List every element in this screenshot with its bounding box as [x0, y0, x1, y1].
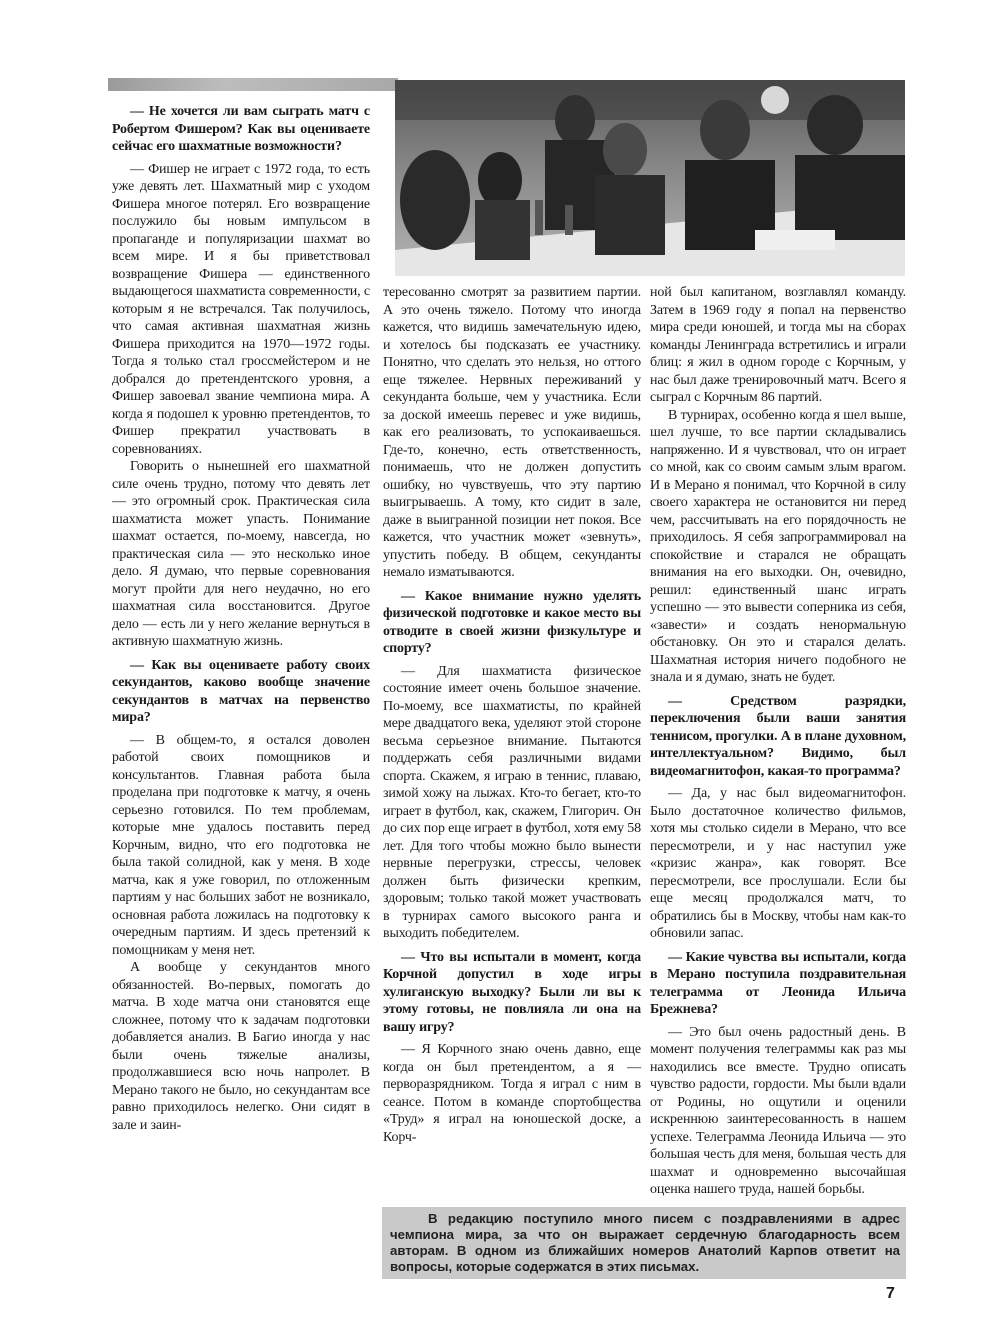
- interview-question: — Как вы оцениваете работу своих секундантов, каково вообще значение секундантов в матчах на первенство мира?: [112, 657, 370, 725]
- interview-question: — Какое внимание нужно уделять физической подготовке и какое место вы отводите в своей жизни физкультуре и спорту?: [383, 588, 641, 656]
- interview-answer: — Да, у нас был видеомагнитофон. Было достаточное количество фильмов, хотя мы столько сидели в Мерано, что все пересмотрели, и у нас наступил уже «кризис жанра», как говорят. Все пересмотрели, все прослушали. Если бы еще месяц продолжался матч, то обратились бы в Москву, чтобы нам как-то обновили запас.: [650, 786, 906, 941]
- interview-question: — Какие чувства вы испытали, когда в Мерано поступила поздравительная телеграмма от Леонида Ильича Брежнева?: [650, 949, 906, 1017]
- interview-question: — Средством разрядки, переключения были ваши занятия теннисом, прогулки. А в плане духовном, интеллектуальном? Видимо, был видеомагнитофон, какая-то программа?: [650, 693, 906, 779]
- interview-answer: — Я Корчного знаю очень давно, еще когда он был претендентом, а я — перворазрядником. Тогда я играл с ним в сеансе. Потом в команде спортобщества «Труд» я играл на юношеской доске, а Корч-: [383, 1042, 641, 1145]
- interview-answer: — Фишер не играет с 1972 года, то есть уже девять лет. Шахматный мир с уходом Фишера многое потерял. Его возвращение послужило бы новым импульсом в пропаганде и популяризации шахмат во всем мире. И я бы приветствовал возвращение Фишера — единственного выдающегося шахматиста современности, с которым я не встречался. Так получилось, что самая активная шахматная жизнь Фишера приходится на 1970—1972 годы. Тогда я только стал гроссмейстером и не добрался до претендентского уровня, а Фишер завоевал звание чемпиона мира. А когда я подошел к уровню претендентов, то Фишер прекратил участвовать в соревнованиях.: [112, 161, 370, 457]
- article-column-2: [383, 284, 641, 1146]
- interview-answer: — Это был очень радостный день. В момент получения телеграммы как раз мы находились все вместе. Трудно описать чувство радости, гордости. Мы были вдали от Родины, но ощутили и оценили искреннюю заинтересованность в нашем успехе. Телеграмма Леонида Ильича — это большая честь для меня, большая честь для шахмат и одновременно высочайшая оценка нашего труда, нашей борьбы.: [650, 1024, 906, 1197]
- interview-answer: А вообще у секундантов много обязанностей. Во-первых, помогать до матча. В ходе матча они становятся еще сложнее, потому что к задачам подготовки добавляется анализ. В Багио иногда у нас были очень тяжелые анализы, продолжавшиеся всю ночь напролет. В Мерано такого не было, но секундантам все равно приходилось нелегко. Они сидят в зале и заин-: [112, 960, 370, 1133]
- editorial-note: В редакцию поступило много писем с поздравлениями в адрес чемпиона мира, за что он выражает сердечную благодарность всем авторам. В одном из ближайших номеров Анатолий Карпов ответит на вопросы, которые содержатся в этих письмах.: [382, 1207, 906, 1279]
- decorative-band: [108, 78, 398, 91]
- interview-answer: ной был капитаном, возглавлял команду. Затем в 1969 году я попал на первенство мира среди юношей, и тогда мы на сборах команды Ленинграда встретились и играли блиц: я жил в одном городе с Корчным, у нас был даже тренировочный матч. Всего я сыграл с Корчным 86 партий.: [650, 285, 906, 405]
- interview-answer: Говорить о нынешней его шахматной силе очень трудно, потому что девять лет — это огромный срок. Практическая сила шахматиста может упасть. Понимание шахмат остается, по-моему, навсегда, но практическая сила — это несколько иное дело. Я думаю, что первые соревнования могут пройти для него неудачно, но его шахматная сила восстановится. Другое дело — есть ли у него желание вернуться в активную шахматную жизнь.: [112, 459, 370, 649]
- photo-image: [395, 80, 905, 276]
- interview-answer: В турнирах, особенно когда я шел выше, шел лучше, то все партии складывались напряженно. И я чувствовал, что он играет со мной, как со своим самым злым врагом. И в Мерано я понимал, что Корчной в силу своего характера не остановится ни перед чем, рассчитывать на его порядочность не приходилось. Я себя запрограммировал на спокойствие и старался не обращать внимания на его выходки. Он, очевидно, решил: единственный шанс играть успешно — это вывести соперника из себя, «завести» и создать ненормальную обстановку. Он это и старался делать. Шахматная история ничего подобного не знала и я думаю, знать не будет.: [650, 407, 906, 685]
- interview-answer: — Для шахматиста физическое состояние имеет очень большое значение. По-моему, все шахматисты, по крайней мере двадцатого века, уделяют этой стороне весьма серьезное внимание. Пытаются поддержать себя различными видами спорта. Скажем, я играю в теннис, плаваю, зимой хожу на лыжах. Кто-то бегает, кто-то играет в футбол, как, скажем, Глигорич. Он до сих пор еще играет в футбол, хотя ему 58 лет. Для того чтобы можно было вынести нервные перегрузки, стрессы, человек должен быть физически крепким, здоровым; только такой может участвовать в турнирах самого высокого ранга и выходить победителем.: [383, 663, 641, 941]
- article-column-3: [650, 284, 906, 1199]
- interview-question: — Не хочется ли вам сыграть матч с Робертом Фишером? Как вы оцениваете сейчас его шахматные возможности?: [112, 104, 370, 154]
- article-column-1: [112, 97, 370, 1134]
- interview-answer: — В общем-то, я остался доволен работой своих помощников и консультантов. Главная работа была проделана при подготовке к матчу, я очень серьезно готовился. По тем проблемам, которые мне удалось поставить перед Корчным, видно, что его подготовка не была такой солидной, как у меня. В ходе матча, как я уже говорил, по отложенным партиям у нас больших забот не возникало, основная работа ложилась на подготовку к очередным партиям. И здесь претензий к помощникам у меня нет.: [112, 732, 370, 958]
- interview-question: — Что вы испытали в момент, когда Корчной допустил в ходе игры хулиганскую выходку? Были ли вы к этому готовы, не повлияла ли она на вашу игру?: [383, 949, 641, 1035]
- interview-answer: тересованно смотрят за развитием партии. А это очень тяжело. Потому что иногда кажется, что видишь замечательную идею, и хотелось бы подсказать ее участнику. Понятно, что сделать это нельзя, но оттого еще тяжелее. Нервных переживаний у секунданта больше, чем у участника. Если за доской имеешь перевес и уже видишь, как его реализовать, то успокаиваешься. Где-то, конечно, есть ответственность, понимаешь, что не должен допустить ошибку, но чувствуешь, что эту партию выигрываешь. А тому, кто сидит в зале, даже в выигранной позиции нет покоя. Все кажется, что участник может «зевнуть», упустить победу. В общем, секунданты немало изматываются.: [383, 285, 641, 580]
- press-conference-photo: [395, 80, 905, 276]
- page-number: 7: [886, 1285, 895, 1302]
